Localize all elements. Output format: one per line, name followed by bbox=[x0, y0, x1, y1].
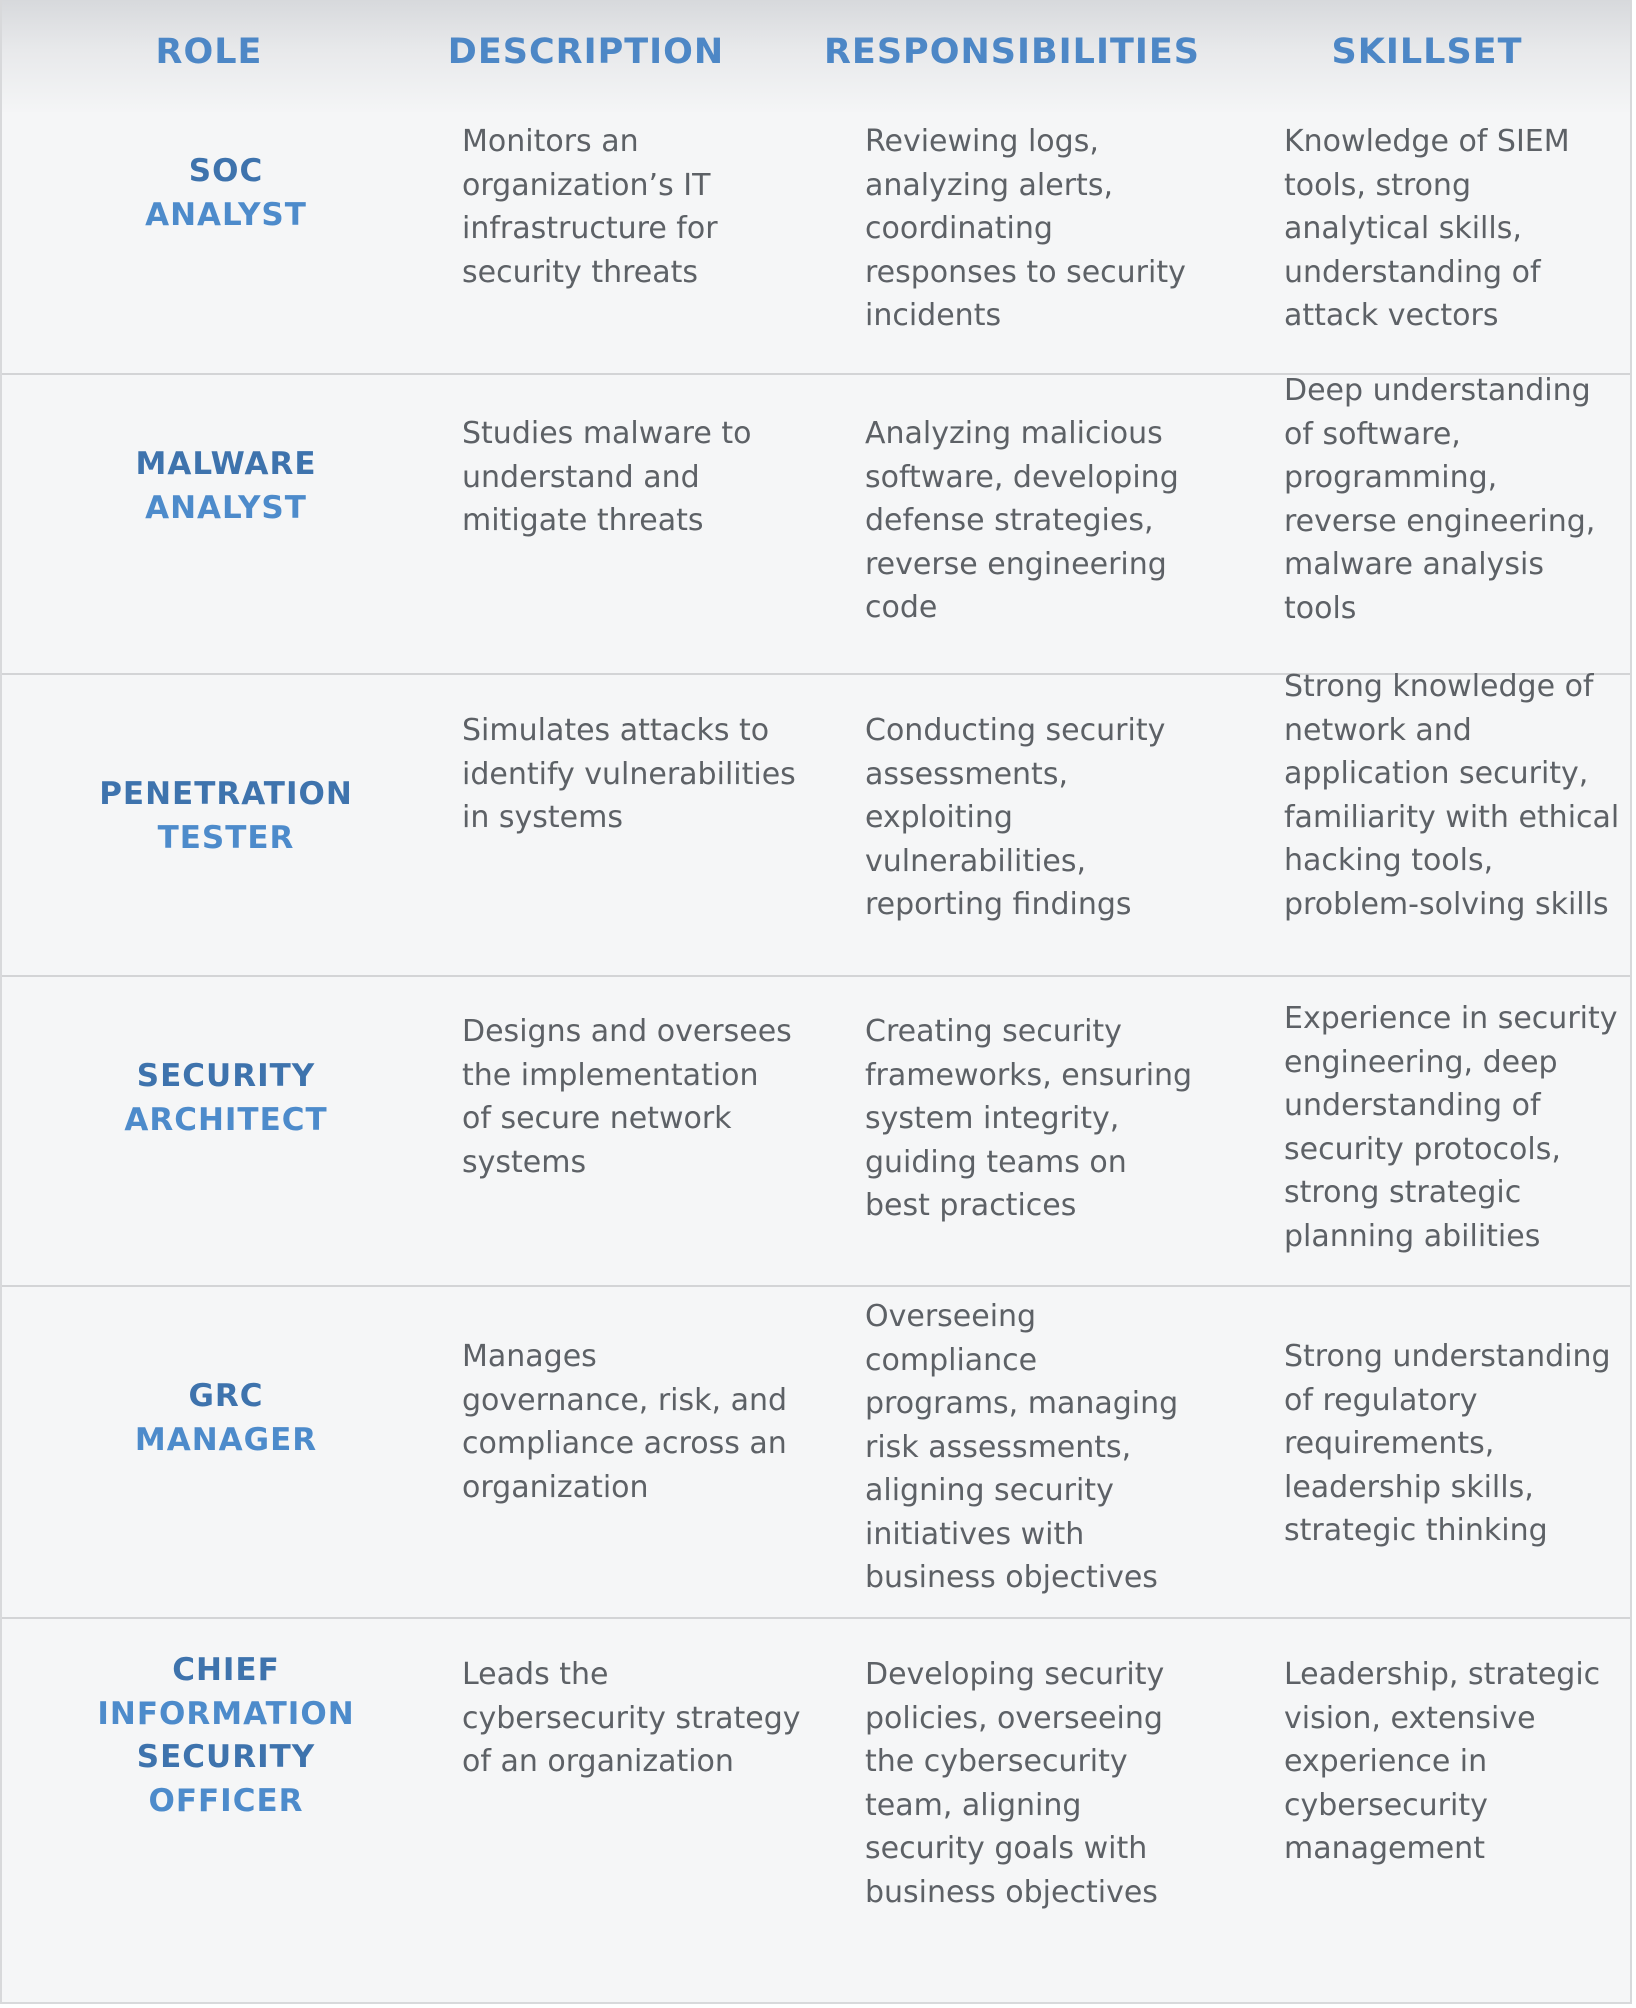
description-cell-line: of an organization bbox=[462, 1744, 734, 1779]
description-cell-line: Simulates attacks to bbox=[462, 713, 770, 748]
role-cell-line: SECURITY bbox=[136, 1058, 316, 1094]
table-header bbox=[2, 0, 1630, 112]
responsibilities-cell-line: programs, managing bbox=[865, 1386, 1179, 1421]
role-cell-line: ARCHITECT bbox=[124, 1101, 328, 1138]
skillset-cell-line: cybersecurity bbox=[1284, 1787, 1488, 1823]
skillset-cell-line: of software, bbox=[1284, 416, 1461, 452]
description-cell-line: mitigate threats bbox=[462, 503, 704, 538]
role-cell bbox=[2, 1649, 450, 1823]
skillset-cell-line: application security, bbox=[1284, 756, 1589, 791]
responsibilities-cell bbox=[865, 709, 1165, 927]
skillset-cell bbox=[1284, 1335, 1611, 1553]
skillset-cell-line: experience in bbox=[1284, 1744, 1488, 1779]
responsibilities-cell-line: responses to security bbox=[865, 254, 1186, 290]
skillset-cell bbox=[1284, 1653, 1600, 1871]
skillset-cell-line: Deep understanding bbox=[1284, 373, 1591, 408]
skillset-cell bbox=[1284, 369, 1595, 630]
responsibilities-cell-line: Reviewing logs, bbox=[865, 124, 1099, 159]
description-cell bbox=[462, 120, 718, 294]
skillset-cell-line: analytical skills, bbox=[1284, 211, 1522, 246]
responsibilities-cell bbox=[865, 412, 1179, 630]
responsibilities-cell-line: team, aligning bbox=[865, 1787, 1082, 1823]
responsibilities-cell-line: guiding teams on bbox=[865, 1144, 1127, 1180]
description-cell-line: Studies malware to bbox=[462, 416, 752, 451]
responsibilities-cell-line: assessments, bbox=[865, 756, 1068, 792]
role-cell-line: GRC bbox=[188, 1378, 264, 1414]
description-cell bbox=[462, 1653, 801, 1784]
description-cell-line: the implementation bbox=[462, 1057, 759, 1093]
skillset-cell-line: programming, bbox=[1284, 460, 1498, 495]
skillset-cell-line: leadership skills, bbox=[1284, 1469, 1534, 1505]
header-responsibilities: RESPONSIBILITIES bbox=[823, 32, 1201, 72]
responsibilities-cell-line: vulnerabilities, bbox=[865, 843, 1087, 879]
responsibilities-cell-line: reverse engineering bbox=[865, 546, 1167, 582]
description-cell-line: Leads the bbox=[462, 1657, 609, 1692]
skillset-cell-line: tools, strong bbox=[1284, 167, 1471, 203]
skillset-cell-line: of regulatory bbox=[1284, 1382, 1478, 1418]
role-cell-line: SECURITY bbox=[136, 1739, 316, 1775]
skillset-cell-line: reverse engineering, bbox=[1284, 503, 1596, 539]
role-cell bbox=[2, 1375, 450, 1462]
responsibilities-cell-line: risk assessments, bbox=[865, 1429, 1132, 1465]
responsibilities-cell-line: policies, overseeing bbox=[865, 1700, 1163, 1736]
skillset-cell-line: strategic thinking bbox=[1284, 1513, 1548, 1548]
responsibilities-cell-line: initiatives with bbox=[865, 1516, 1085, 1552]
responsibilities-cell-line: security goals with bbox=[865, 1831, 1148, 1866]
skillset-cell-line: vision, extensive bbox=[1284, 1700, 1536, 1736]
responsibilities-cell-line: compliance bbox=[865, 1342, 1038, 1378]
responsibilities-cell-line: Conducting security bbox=[865, 713, 1166, 748]
skillset-cell-line: Knowledge of SIEM bbox=[1284, 124, 1570, 159]
description-cell-line: of secure network bbox=[462, 1101, 732, 1136]
table-row bbox=[2, 112, 1630, 373]
skillset-cell bbox=[1284, 120, 1570, 338]
table-row bbox=[2, 1285, 1630, 1617]
responsibilities-cell-line: the cybersecurity bbox=[865, 1744, 1128, 1779]
responsibilities-cell bbox=[865, 1010, 1192, 1228]
responsibilities-cell-line: Analyzing malicious bbox=[865, 416, 1163, 451]
responsibilities-cell-line: business objectives bbox=[865, 1874, 1158, 1910]
role-cell-line: TESTER bbox=[157, 819, 295, 856]
role-cell bbox=[2, 1055, 450, 1142]
role-cell bbox=[2, 773, 450, 860]
skillset-cell-line: network and bbox=[1284, 712, 1472, 748]
table-row bbox=[2, 669, 1630, 975]
responsibilities-cell-line: software, developing bbox=[865, 459, 1179, 495]
role-cell-line: ANALYST bbox=[145, 489, 307, 526]
skillset-cell-line: requirements, bbox=[1284, 1426, 1495, 1461]
description-cell-line: cybersecurity strategy bbox=[462, 1700, 801, 1736]
skillset-cell-line: Experience in security bbox=[1284, 1001, 1618, 1036]
skillset-cell-line: tools bbox=[1284, 590, 1357, 626]
skillset-cell-line: Strong understanding bbox=[1284, 1339, 1611, 1374]
description-cell-line: organization bbox=[462, 1469, 649, 1505]
description-cell-line: in systems bbox=[462, 800, 623, 835]
responsibilities-cell-line: system integrity, bbox=[865, 1101, 1120, 1136]
skillset-cell-line: understanding of bbox=[1284, 1088, 1541, 1123]
role-cell-line: OFFICER bbox=[148, 1782, 304, 1819]
responsibilities-cell-line: Creating security bbox=[865, 1014, 1122, 1049]
description-cell-line: Monitors an bbox=[462, 124, 639, 159]
skillset-cell-line: security protocols, bbox=[1284, 1131, 1561, 1167]
description-cell-line: security threats bbox=[462, 254, 699, 290]
description-cell-line: systems bbox=[462, 1144, 587, 1180]
skillset-cell-line: attack vectors bbox=[1284, 298, 1499, 333]
role-cell-line: MANAGER bbox=[134, 1421, 318, 1458]
role-cell-line: SOC bbox=[188, 153, 264, 189]
responsibilities-cell-line: exploiting bbox=[865, 800, 1013, 835]
description-cell bbox=[462, 1010, 792, 1184]
skillset-cell-line: management bbox=[1284, 1831, 1485, 1866]
responsibilities-cell bbox=[865, 1295, 1178, 1600]
skillset-cell bbox=[1284, 665, 1619, 926]
responsibilities-cell-line: best practices bbox=[865, 1188, 1077, 1223]
responsibilities-cell bbox=[865, 120, 1186, 338]
responsibilities-cell bbox=[865, 1653, 1164, 1914]
skillset-cell-line: malware analysis bbox=[1284, 547, 1544, 582]
responsibilities-cell-line: frameworks, ensuring bbox=[865, 1057, 1193, 1093]
skillset-cell bbox=[1284, 997, 1618, 1258]
role-cell-line: CHIEF bbox=[172, 1652, 280, 1688]
responsibilities-cell-line: analyzing alerts, bbox=[865, 167, 1113, 203]
responsibilities-cell-line: code bbox=[865, 590, 938, 625]
skillset-cell-line: familiarity with ethical bbox=[1284, 799, 1620, 835]
description-cell-line: Manages bbox=[462, 1339, 597, 1374]
table-row bbox=[2, 1617, 1630, 2004]
role-cell-line: INFORMATION bbox=[97, 1695, 355, 1732]
table-row bbox=[2, 975, 1630, 1285]
skillset-cell-line: understanding of bbox=[1284, 254, 1541, 290]
skillset-cell-line: problem-solving skills bbox=[1284, 886, 1609, 922]
header-role: ROLE bbox=[155, 32, 263, 72]
skillset-cell-line: hacking tools, bbox=[1284, 843, 1494, 878]
description-cell-line: infrastructure for bbox=[462, 211, 718, 246]
description-cell-line: organization’s IT bbox=[462, 167, 711, 203]
description-cell-line: identify vulnerabilities bbox=[462, 756, 796, 792]
description-cell bbox=[462, 1335, 787, 1509]
responsibilities-cell-line: aligning security bbox=[865, 1473, 1114, 1508]
skillset-cell-line: strong strategic bbox=[1284, 1175, 1522, 1210]
description-cell-line: compliance across an bbox=[462, 1426, 787, 1461]
table-row bbox=[2, 373, 1630, 673]
responsibilities-cell-line: incidents bbox=[865, 298, 1002, 333]
header-skillset: SKILLSET bbox=[1331, 32, 1523, 72]
skillset-cell-line: Leadership, strategic bbox=[1284, 1657, 1601, 1692]
skillset-cell-line: planning abilities bbox=[1284, 1218, 1541, 1254]
role-cell-line: MALWARE bbox=[135, 446, 317, 482]
role-cell-line: ANALYST bbox=[145, 196, 307, 233]
role-cell-line: PENETRATION bbox=[99, 776, 353, 812]
description-cell-line: understand and bbox=[462, 459, 700, 495]
description-cell bbox=[462, 709, 796, 840]
description-cell bbox=[462, 412, 751, 543]
responsibilities-cell-line: defense strategies, bbox=[865, 503, 1154, 538]
role-cell bbox=[2, 150, 450, 237]
skillset-cell-line: Strong knowledge of bbox=[1284, 669, 1594, 704]
responsibilities-cell-line: business objectives bbox=[865, 1560, 1158, 1595]
responsibilities-cell-line: coordinating bbox=[865, 211, 1053, 246]
header-description: DESCRIPTION bbox=[447, 32, 725, 72]
responsibilities-cell-line: Developing security bbox=[865, 1657, 1165, 1692]
responsibilities-cell-line: Overseeing bbox=[865, 1299, 1037, 1334]
responsibilities-cell-line: reporting findings bbox=[865, 887, 1132, 922]
description-cell-line: governance, risk, and bbox=[462, 1382, 788, 1418]
description-cell-line: Designs and oversees bbox=[462, 1014, 792, 1049]
role-cell bbox=[2, 443, 450, 530]
skillset-cell-line: engineering, deep bbox=[1284, 1044, 1558, 1080]
